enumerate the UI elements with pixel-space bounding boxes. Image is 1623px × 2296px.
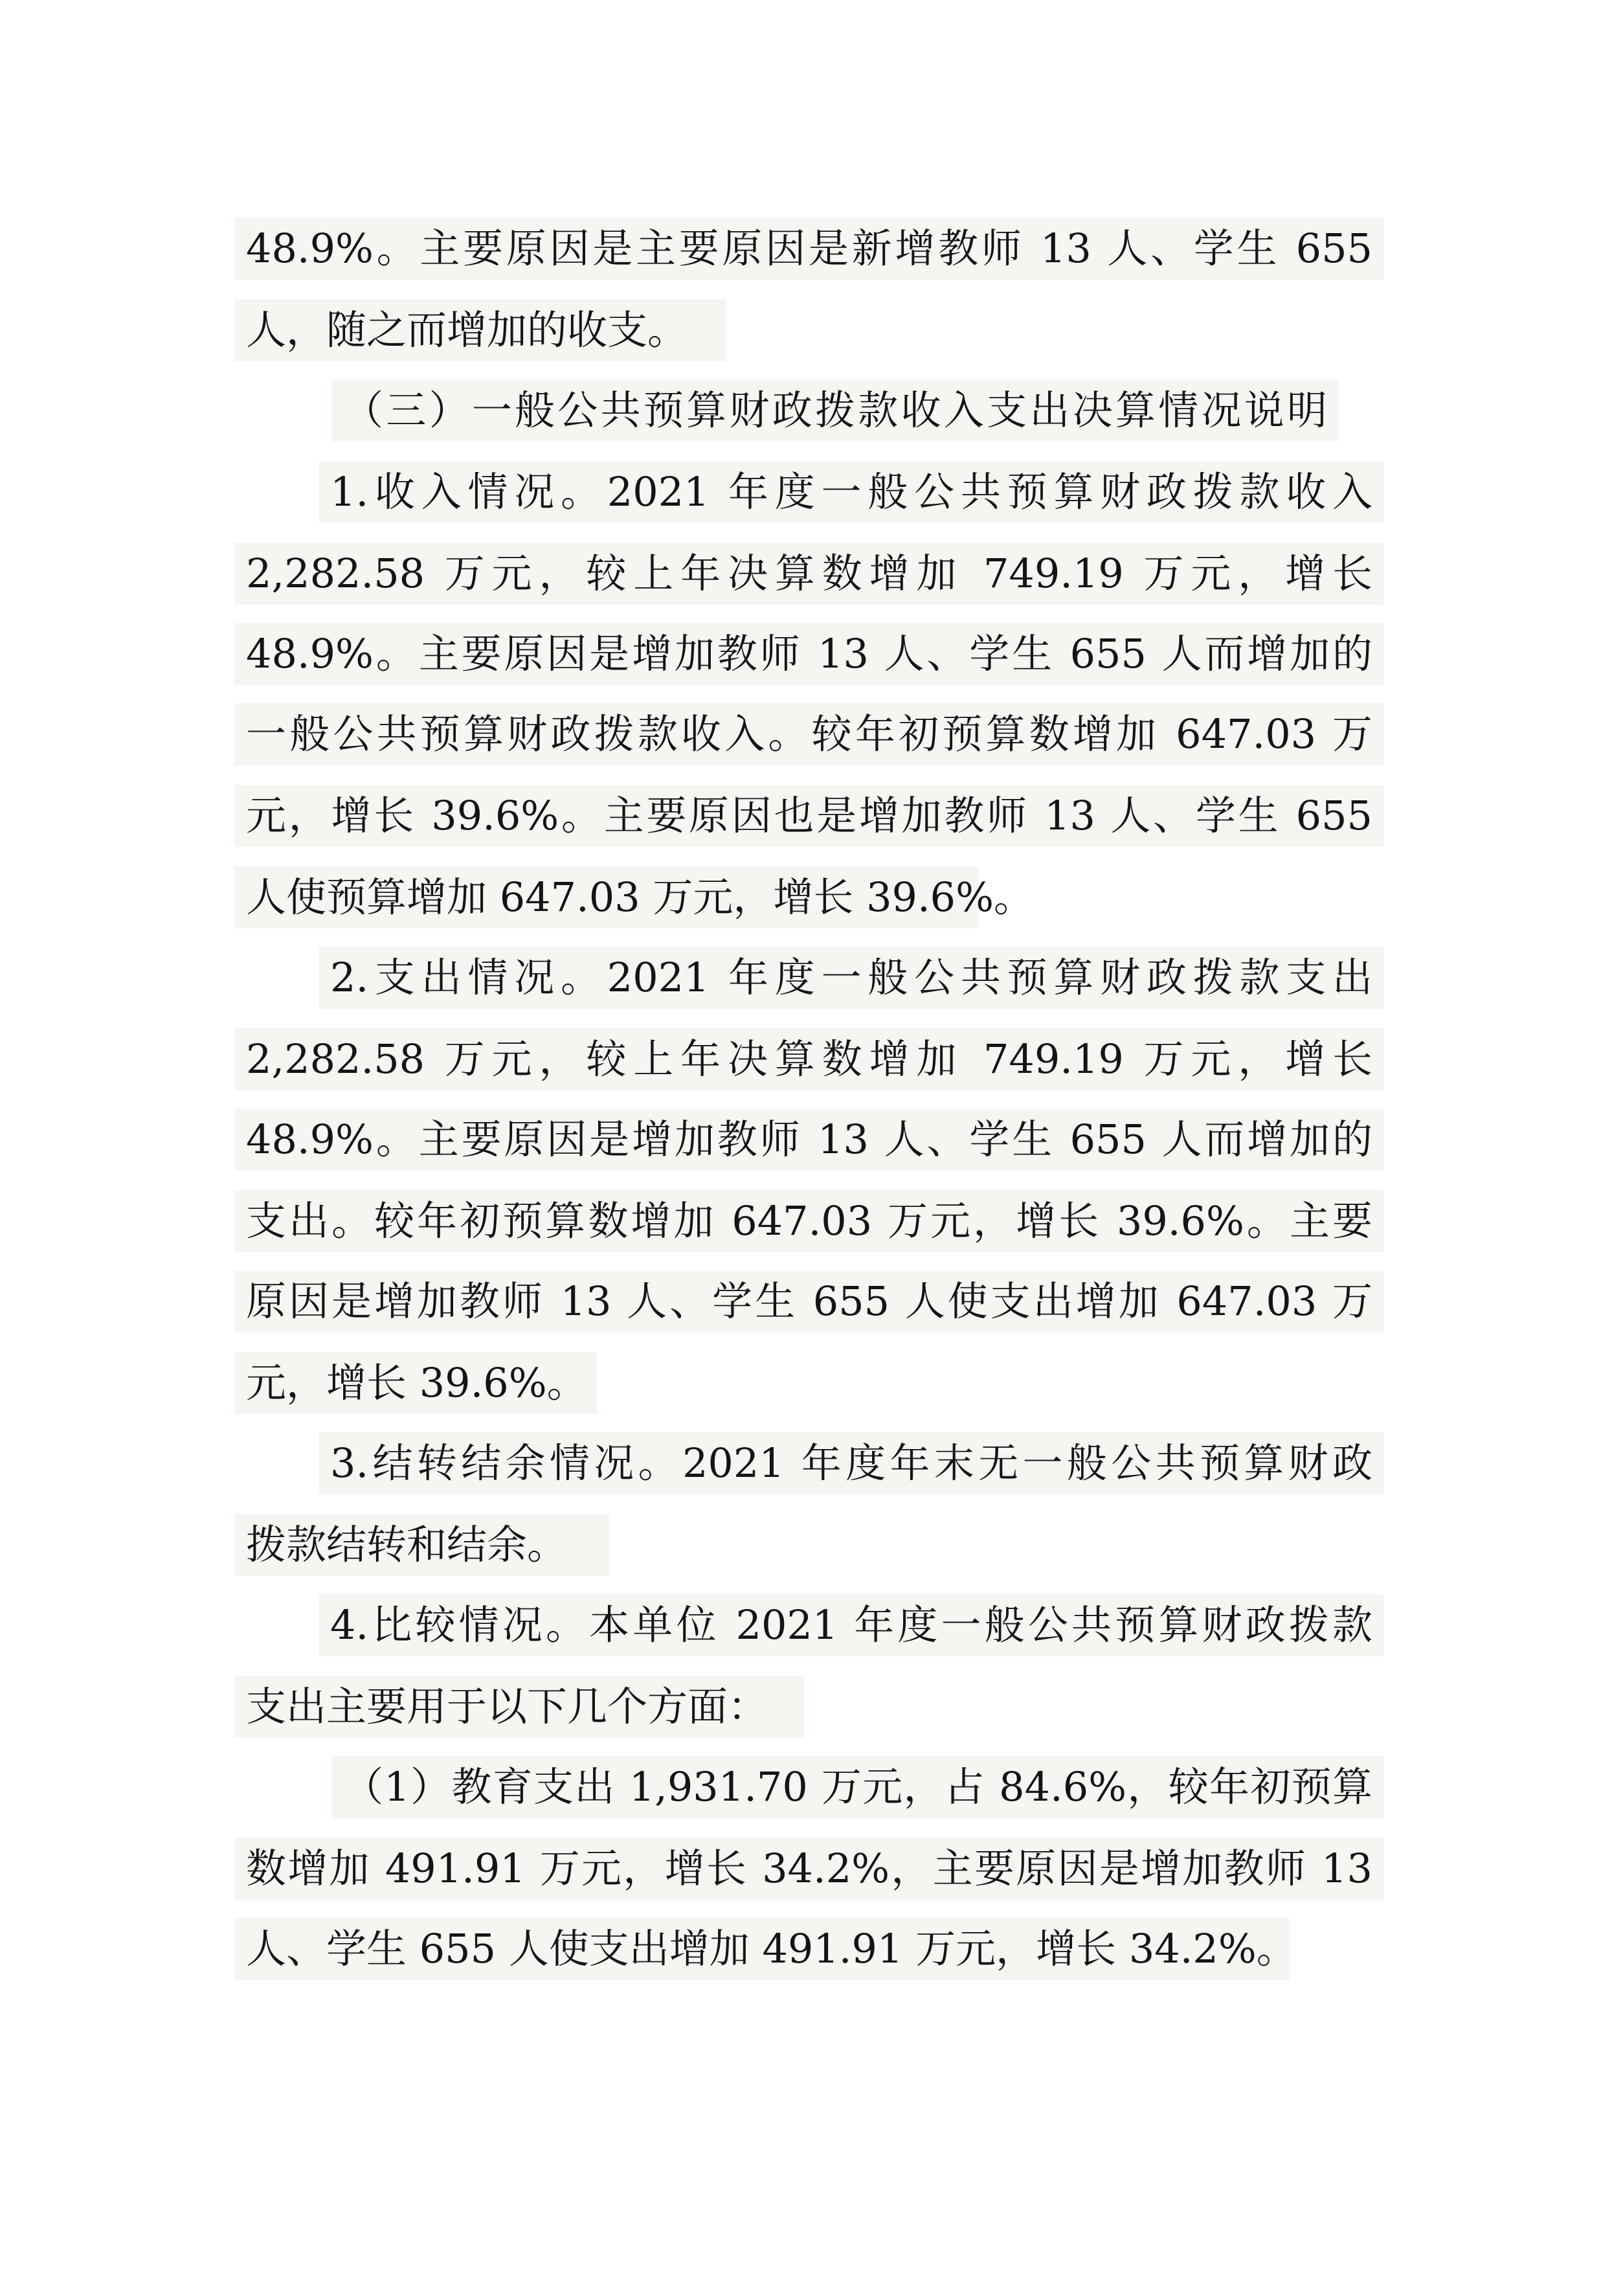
text-line: 2.支出情况。2021 年度一般公共预算财政拨款支出 (319, 947, 1384, 1009)
text-line: 2,282.58 万元，较上年决算数增加 749.19 万元，增长 (234, 543, 1384, 605)
text-line: 人，随之而增加的收支。 (234, 299, 726, 361)
text-line: 元，增长 39.6%。主要原因也是增加教师 13 人、学生 655 (234, 785, 1384, 847)
text-line: 人、学生 655 人使支出增加 491.91 万元，增长 34.2%。 (234, 1918, 1290, 1980)
text-line: 元，增长 39.6%。 (234, 1352, 597, 1414)
section-heading: （三）一般公共预算财政拨款收入支出决算情况说明 (331, 379, 1339, 442)
text-line: 48.9%。主要原因是增加教师 13 人、学生 655 人而增加的 (234, 623, 1384, 685)
text-line: 4.比较情况。本单位 2021 年度一般公共预算财政拨款 (319, 1594, 1384, 1656)
text-line: 3.结转结余情况。2021 年度年末无一般公共预算财政 (319, 1432, 1384, 1494)
text-line: 48.9%。主要原因是增加教师 13 人、学生 655 人而增加的 (234, 1109, 1384, 1171)
text-line: 一般公共预算财政拨款收入。较年初预算数增加 647.03 万 (234, 703, 1384, 765)
text-line: 48.9%。主要原因是主要原因是新增教师 13 人、学生 655 (234, 218, 1384, 280)
text-line: （1）教育支出 1,931.70 万元，占 84.6%，较年初预算 (331, 1756, 1384, 1818)
text-line: 人使预算增加 647.03 万元，增长 39.6%。 (234, 866, 979, 929)
text-line: 支出主要用于以下几个方面： (234, 1676, 804, 1738)
text-line: 数增加 491.91 万元，增长 34.2%，主要原因是增加教师 13 (234, 1838, 1384, 1900)
text-line: 1.收入情况。2021 年度一般公共预算财政拨款收入 (319, 461, 1384, 523)
text-line: 支出。较年初预算数增加 647.03 万元，增长 39.6%。主要 (234, 1190, 1384, 1252)
text-line: 原因是增加教师 13 人、学生 655 人使支出增加 647.03 万 (234, 1270, 1384, 1333)
text-line: 拨款结转和结余。 (234, 1514, 610, 1576)
text-line: 2,282.58 万元，较上年决算数增加 749.19 万元，增长 (234, 1028, 1384, 1090)
